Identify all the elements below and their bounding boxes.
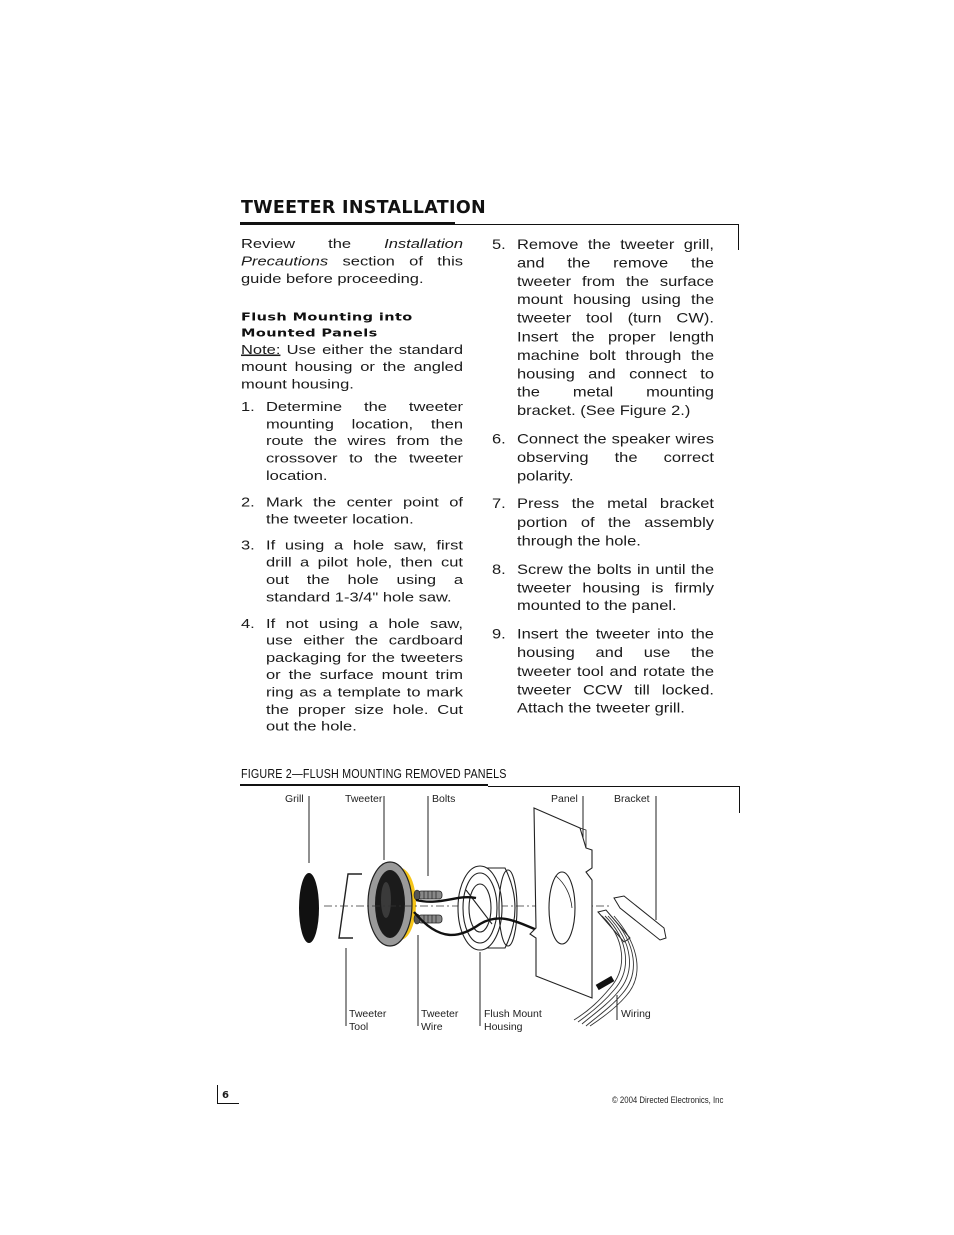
figure-rule [240, 784, 488, 786]
step-number: 8. [492, 562, 506, 577]
step-text: Screw the bolts in until the tweeter housing is firmly mounted to the panel. [517, 562, 714, 614]
step-number: 4. [241, 616, 255, 631]
title-rule [240, 222, 455, 225]
label-housing-2: Housing [484, 1021, 523, 1033]
step-number: 6. [492, 431, 506, 447]
note-label: Note: [241, 343, 281, 358]
title-rule-tick [738, 224, 739, 250]
page-number-rule [217, 1085, 218, 1104]
panel-shape [530, 808, 592, 998]
label-housing-1: Flush Mount [484, 1008, 542, 1020]
step-item [492, 626, 714, 718]
step-number: 1. [241, 400, 255, 415]
label-tweeter-tool-1: Tweeter [349, 1008, 387, 1020]
step-item [241, 538, 463, 607]
step-item [492, 561, 714, 616]
step-text: If not using a hole saw, use either the cardboard packaging for the tweeters or the surface mount trim ring as a template to mark the proper size hole. Cut out the hole. [266, 616, 463, 734]
label-tweeter-wire-2: Wire [421, 1021, 443, 1033]
label-panel: Panel [551, 793, 578, 805]
copyright: © 2004 Directed Electronics, Inc [612, 1095, 724, 1106]
step-number: 5. [492, 237, 506, 253]
title-rule-extension [455, 224, 739, 225]
step-item [241, 399, 463, 485]
label-grill: Grill [285, 793, 304, 805]
step-text: Insert the tweeter into the housing and use the tweeter tool and rotate the tweeter CCW till locked. Attach the tweeter grill. [517, 627, 714, 716]
step-number: 3. [241, 539, 255, 553]
figure-rule-extension [488, 786, 739, 787]
step-text: Press the metal bracket portion of the assembly through the hole. [517, 497, 714, 549]
step-item [492, 236, 714, 421]
step-text: Mark the center point of the tweeter location. [266, 495, 463, 527]
label-bracket: Bracket [614, 793, 650, 805]
steps-list-right [492, 236, 714, 718]
intro-italic: Installation Precautions [241, 237, 463, 269]
label-wiring: Wiring [621, 1008, 651, 1020]
label-tweeter-wire-1: Tweeter [421, 1008, 459, 1020]
figure-2-illustration [240, 788, 740, 1038]
step-item [241, 494, 463, 528]
label-tweeter: Tweeter [345, 793, 383, 805]
right-column [492, 236, 714, 718]
subheading: Flush Mounting into Mounted Panels [241, 311, 413, 340]
step-item [241, 615, 463, 735]
step-item [492, 495, 714, 550]
label-bolts: Bolts [432, 793, 456, 805]
steps-list-left [241, 399, 463, 736]
intro-paragraph: Review the Installation Precautions section of this guide before proceeding. [241, 237, 463, 286]
step-text: If using a hole saw, first drill a pilot hole, then cut out the hole using a standard 1-3/4" hole saw. [266, 539, 463, 605]
figure-caption: FIGURE 2—FLUSH MOUNTING REMOVED PANELS [241, 767, 507, 781]
page-number-rule-base [217, 1103, 239, 1104]
step-text: Determine the tweeter mounting location, then route the wires from the crossover to the tweeter location. [266, 400, 463, 483]
section-title: TWEETER INSTALLATION [241, 198, 486, 218]
step-number: 2. [241, 495, 255, 510]
left-column [241, 236, 463, 736]
grill-shape [299, 873, 319, 943]
housing-shape [458, 866, 517, 950]
page-number: 6 [222, 1090, 229, 1101]
step-item [492, 430, 714, 485]
label-tweeter-tool-2: Tool [349, 1021, 369, 1033]
step-number: 7. [492, 497, 506, 512]
tweeter-shape [368, 862, 416, 946]
step-text: Remove the tweeter grill, and the remove the tweeter from the surface mount housing using the tweeter tool (turn CW). Insert the proper length machine bolt through the housing and connect to the metal mounting bracket. (See Figure 2.) [517, 237, 714, 419]
bolts-shape [414, 890, 442, 924]
step-text: Connect the speaker wires observing the correct polarity. [517, 431, 714, 484]
step-number: 9. [492, 627, 506, 642]
note-paragraph: Note: Use either the standard mount housing or the angled mount housing. [241, 343, 463, 392]
